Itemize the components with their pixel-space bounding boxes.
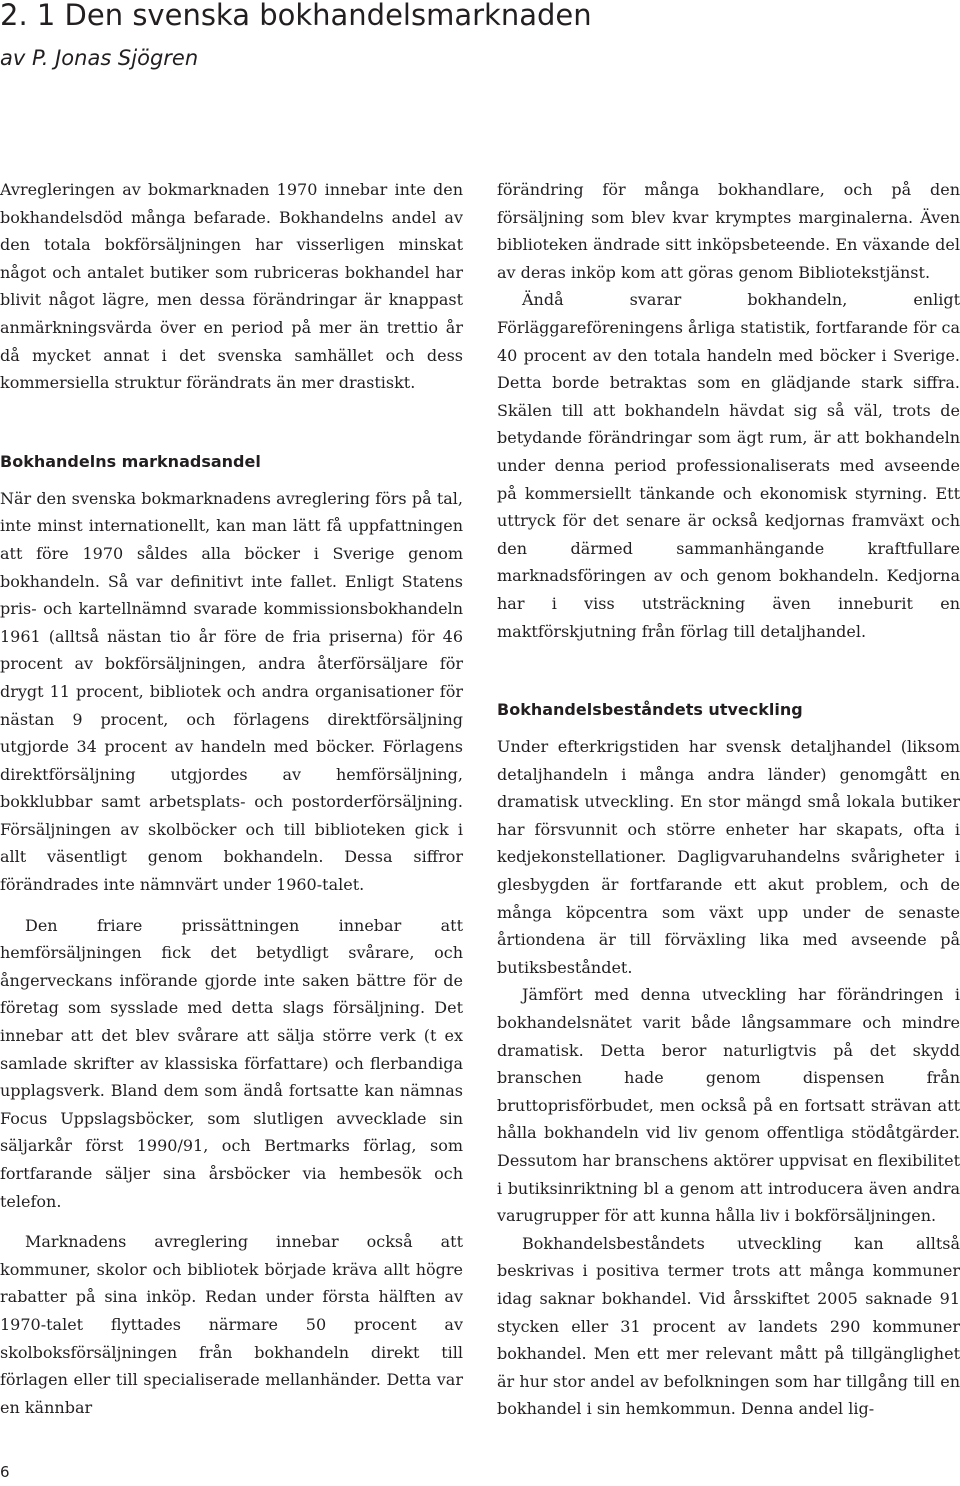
body-paragraph: När den svenska bokmarknadens avreglering förs på tal, inte minst internationellt, kan man lätt få uppfattningen att före 1970 såldes alla böcker i Sverige genom bokhandeln. Så var definitivt inte fallet. Enligt Statens pris- och kartellnämnd svarade kommissionsbokhandeln 1961 (alltså nästan tio år före de fria priserna) för 46 procent av bokförsäljningen, andra återförsäljare för drygt 11 procent, bibliotek och andra organisationer för nästan 9 procent, och förlagens direktförsäljning utgjorde 34 procent av handeln med böcker. Förlagens direktförsäljning utgjordes av hemförsäljning, bokklubbar samt arbetsplats- och postorderförsäljning. Försäljningen av skolböcker och till biblioteken gick i allt väsentligt genom bokhandeln. Dessa siffror förändrades inte nämnvärt under 1960-talet. [0, 488, 463, 895]
intro-paragraph: Avregleringen av bokmarknaden 1970 innebar inte den bokhandelsdöd många befarade. Bokhandelns andel av den totala bokförsäljningen har visserligen minskat något och antalet butiker som rubriceras bokhandel har blivit något lägre, men dessa förändringar är knappast anmärkningsvärda över en period på mer än trettio år då mycket annat i det svenska samhället och dess kommersiella struktur förändrats än mer drastiskt. [0, 180, 463, 393]
body-paragraph: Jämfört med denna utveckling har förändringen i bokhandelsnätet varit både långsammare och mindre dramatisk. Detta beror naturligtvis på det skydd branschen hade genom dispensen från bruttoprisförbudet, men också på en fortsatt strävan att hålla bokhandeln vid liv genom offentliga stödåtgärder. Dessutom har branschens aktörer uppvisat en flexibilitet i butiksinriktning bl a genom att introducera även andra varugrupper för att kunna hålla liv i bokförsäljningen. [497, 985, 960, 1226]
body-paragraph: Marknadens avreglering innebar också att kommuner, skolor och bibliotek började kräva allt högre rabatter på sina inköp. Redan under första hälften av 1970-talet flyttades närmare 50 procent av skolboksförsäljningen från bokhandeln direkt till förlagen eller till specialiserade mellanhänder. Detta var en kännbar [0, 1232, 463, 1417]
body-paragraph: förändring för många bokhandlare, och på den försäljning som blev kvar krymptes marginalerna. Även biblioteken ändrade sitt inköpsbeteende. En växande del av deras inköp kom att göras genom Bibliotekstjänst. [497, 180, 960, 282]
section-heading-marknadsandel: Bokhandelns marknadsandel [0, 451, 261, 471]
page-number: 6 [0, 1463, 10, 1481]
body-paragraph: Bokhandelsbeståndets utveckling kan alltså beskrivas i positiva termer trots att många kommuner idag saknar bokhandel. Vid årsskiftet 2005 saknade 91 stycken eller 31 procent av landets 290 kommuner bokhandel. Men ett mer relevant mått på tillgänglighet är hur stor andel av befolkningen som har tillgång till en bokhandel i sin hemkommun. Denna andel lig- [497, 1233, 960, 1419]
left-column [0, 176, 463, 1421]
chapter-title: 2. 1 Den svenska bokhandelsmarknaden [0, 0, 592, 32]
author-byline: av P. Jonas Sjögren [0, 46, 199, 70]
body-paragraph: Ändå svarar bokhandeln, enligt Förläggareföreningens årliga statistik, fortfarande för ca 40 procent av den totala handeln med böcker i Sverige. Detta borde betraktas som en glädjande stark siffra. Skälen till att bokhandeln hävdat sig så väl, trots de betydande förändringar som ägt rum, är att bokhandeln under denna period professionaliserats med avseende på kommersiellt tänkande och ekonomisk styrning. Ett uttryck för det senare är också kedjornas framväxt och den därmed sammanhängande kraftfullare marknadsföringen av och genom bokhandeln. Kedjorna har i viss utsträckning även inneburit en maktförskjutning från förlag till detaljhandel. [497, 290, 960, 641]
section-heading-bestand: Bokhandelsbeståndets utveckling [497, 700, 803, 720]
body-paragraph: Under efterkrigstiden har svensk detaljhandel (liksom detaljhandeln i många andra länder) genomgått en dramatisk utveckling. En stor mängd små lokala butiker har försvunnit och större enheter har skapats, ofta i kedjekonstellationer. Dagligvaruhandelns svårigheter i glesbygden är fortfarande ett akut problem, och de många köpcentra som växt upp under de senaste årtiondena är till förväxling lika med avseende på butiksbeståndet. [497, 737, 960, 977]
right-column [497, 176, 960, 1423]
body-paragraph: Den friare prissättningen innebar att hemförsäljningen fick det betydligt svårare, och ångerveckans införande gjorde inte saken bättre för de företag som sysslade med detta slags försäljning. Det innebar att det blev svårare att sälja större verk (t ex samlade skrifter av klassiska författare) och flerbandiga upplagsverk. Bland dem som ändå fortsatte kan nämnas Focus Uppslagsböcker, som slutligen avvecklade sin säljarkår först 1990/91, och Bertmarks förlag, som fortfarande säljer sina årsböcker via hembesök och telefon. [0, 915, 463, 1211]
